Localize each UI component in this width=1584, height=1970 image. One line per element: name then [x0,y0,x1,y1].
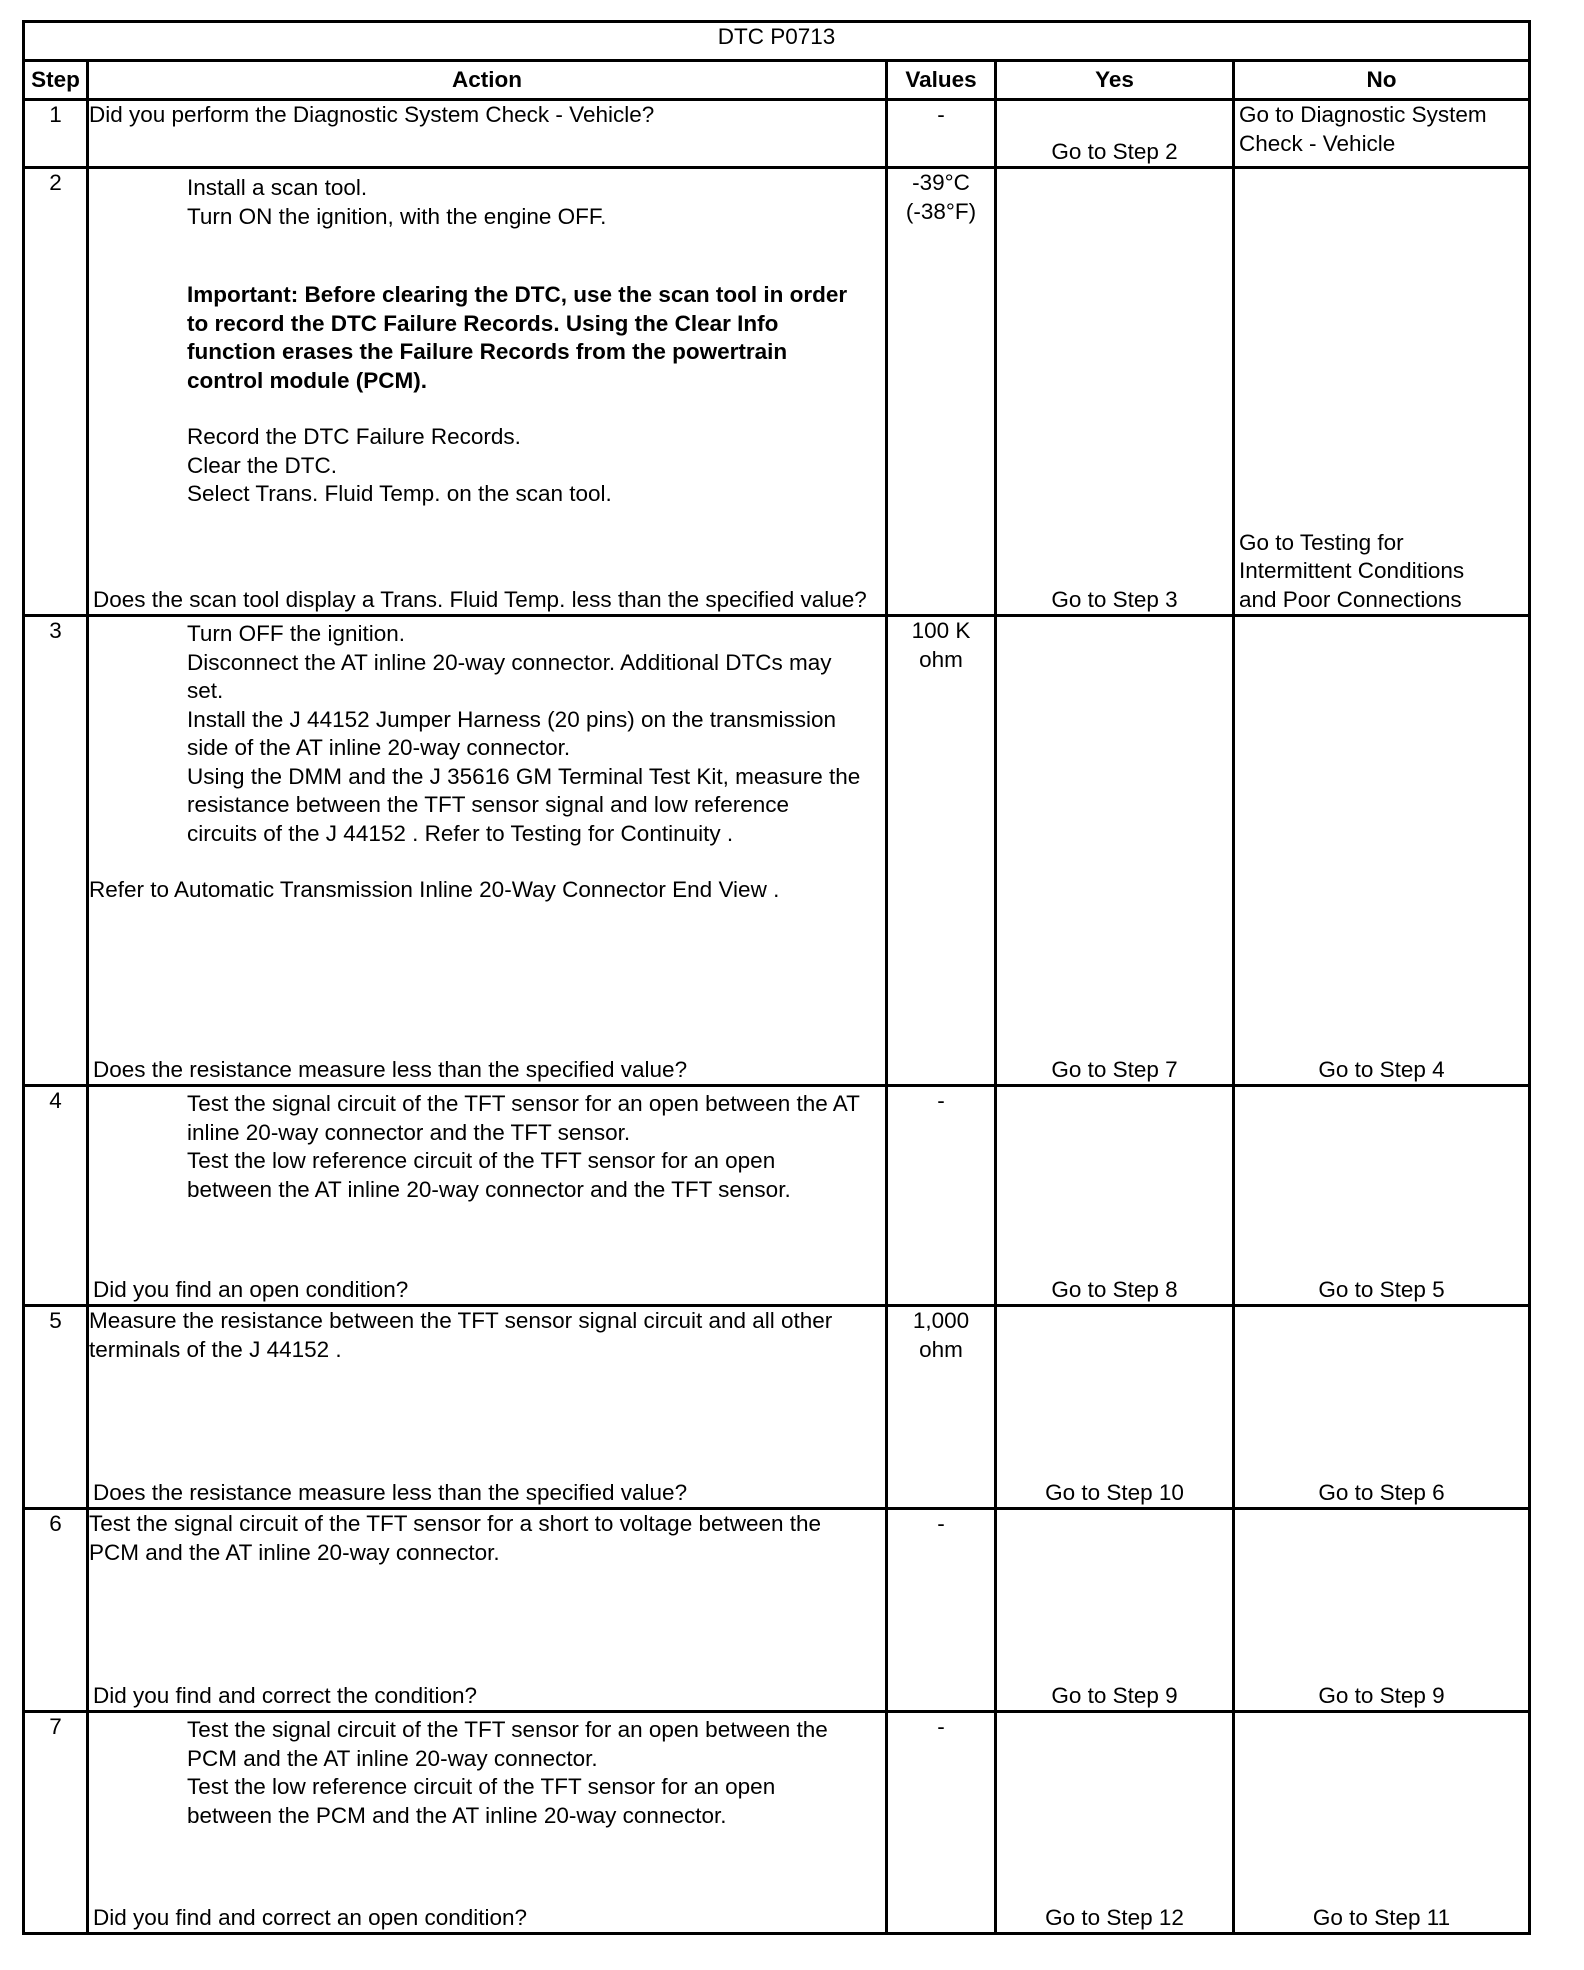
value-cell: 100 K ohm [887,616,996,1086]
value-cell: 1,000 ohm [887,1306,996,1509]
no-cell [1234,100,1530,168]
header-yes: Yes [996,61,1234,100]
action-line: Record the DTC Failure Records. [187,424,521,449]
yes-link[interactable]: Go to Step 8 [1051,1276,1178,1302]
action-question: Does the resistance measure less than the specified value? [93,1056,688,1082]
action-line: Disconnect the AT inline 20-way connector. Additional DTCs may set. [187,649,832,703]
action-line: Turn OFF the ignition. [187,621,406,646]
yes-cell [996,100,1234,168]
action-question: Did you find an open condition? [93,1276,409,1302]
action-cell [88,1509,887,1712]
action-cell [88,100,887,168]
no-link[interactable]: Go to Step 4 [1318,1056,1445,1082]
no-cell [1234,616,1530,1086]
action-cell [88,1712,887,1934]
yes-cell [996,616,1234,1086]
no-link[interactable]: Go to Step 6 [1318,1479,1445,1505]
action-line: Test the signal circuit of the TFT sensor for an open between the PCM and the AT inline 20-way connector. [187,1717,828,1771]
yes-link[interactable]: Go to Step 7 [1051,1056,1178,1082]
yes-link[interactable]: Go to Step 10 [1045,1479,1184,1505]
action-question: Did you perform the Diagnostic System Check - Vehicle? [89,102,655,127]
no-link[interactable]: Go to Step 5 [1318,1276,1445,1302]
yes-cell [996,1086,1234,1306]
action-cell [88,1306,887,1509]
table-row [24,616,1530,1086]
table-row [24,1306,1530,1509]
step-number: 6 [24,1509,88,1712]
yes-cell [996,1509,1234,1712]
yes-cell [996,1712,1234,1934]
no-cell [1234,1086,1530,1306]
header-step: Step [24,61,88,100]
table-row [24,1712,1530,1934]
action-line: Clear the DTC. [187,452,338,478]
step-number: 4 [24,1086,88,1306]
value-cell: - [887,1509,996,1712]
action-line: Select Trans. Fluid Temp. on the scan tool. [187,481,612,506]
no-link[interactable]: Go to Testing for Intermittent Conditions and Poor Connections [1239,529,1465,612]
action-line: Test the signal circuit of the TFT sensor for an open between the AT inline 20-way connector and the TFT sensor. [187,1091,860,1145]
step-number: 3 [24,616,88,1086]
action-line: Using the DMM and the J 35616 GM Terminal Test Kit, measure the resistance between the TFT sensor signal and low reference circuits of the J 44152 . Refer to Testing for Continuity . [187,763,861,846]
action-text: Measure the resistance between the TFT sensor signal circuit and all other terminals of the J 44152 . [89,1308,833,1362]
diagnostic-table [22,20,1531,1935]
action-line: Install a scan tool. [187,175,368,200]
action-cell [88,1086,887,1306]
step-number: 1 [24,100,88,168]
step-number: 5 [24,1306,88,1509]
step-number: 2 [24,168,88,616]
header-no: No [1234,61,1530,100]
no-cell [1234,1712,1530,1934]
action-question: Did you find and correct the condition? [93,1682,477,1708]
header-row [24,61,1530,100]
action-cell [88,168,887,616]
header-values: Values [887,61,996,100]
action-text: Test the signal circuit of the TFT sensor for a short to voltage between the PCM and the AT inline 20-way connector. [89,1511,822,1565]
action-question: Does the scan tool display a Trans. Fluid Temp. less than the specified value? [93,586,867,612]
yes-cell [996,168,1234,616]
table-row [24,168,1530,616]
action-question: Did you find and correct an open condition? [93,1904,528,1930]
action-cell [88,616,887,1086]
yes-cell [996,1306,1234,1509]
value-cell: - [887,100,996,168]
refer-line[interactable]: Refer to Automatic Transmission Inline 20-Way Connector End View . [89,877,780,902]
no-link[interactable]: Go to Step 9 [1318,1682,1445,1708]
no-cell [1234,1306,1530,1509]
action-question: Does the resistance measure less than the specified value? [93,1479,688,1505]
value-cell: -39°C (-38°F) [887,168,996,616]
table-row [24,1086,1530,1306]
no-link[interactable]: Go to Diagnostic System Check - Vehicle [1239,102,1487,156]
important-note: Important: Before clearing the DTC, use the scan tool in order to record the DTC Failure Records. Using the Clear Info function erases the Failure Records from the powertrain control module (PCM). [187,282,848,393]
yes-link[interactable]: Go to Step 9 [1051,1682,1178,1708]
table-title: DTC P0713 [24,22,1530,61]
action-line: Turn ON the ignition, with the engine OFF. [187,203,607,229]
value-cell: - [887,1086,996,1306]
table-row [24,1509,1530,1712]
action-line: Test the low reference circuit of the TFT sensor for an open between the AT inline 20-way connector and the TFT sensor. [187,1148,791,1202]
yes-link[interactable]: Go to Step 12 [1045,1904,1184,1930]
table-row [24,100,1530,168]
step-number: 7 [24,1712,88,1934]
yes-link[interactable]: Go to Step 2 [1051,138,1178,164]
yes-link[interactable]: Go to Step 3 [1051,586,1178,612]
no-cell [1234,168,1530,616]
value-cell: - [887,1712,996,1934]
action-line: Test the low reference circuit of the TFT sensor for an open between the PCM and the AT inline 20-way connector. [187,1774,776,1828]
no-cell [1234,1509,1530,1712]
header-action: Action [88,61,887,100]
action-line: Install the J 44152 Jumper Harness (20 pins) on the transmission side of the AT inline 20-way connector. [187,706,837,760]
no-link[interactable]: Go to Step 11 [1312,1904,1451,1930]
